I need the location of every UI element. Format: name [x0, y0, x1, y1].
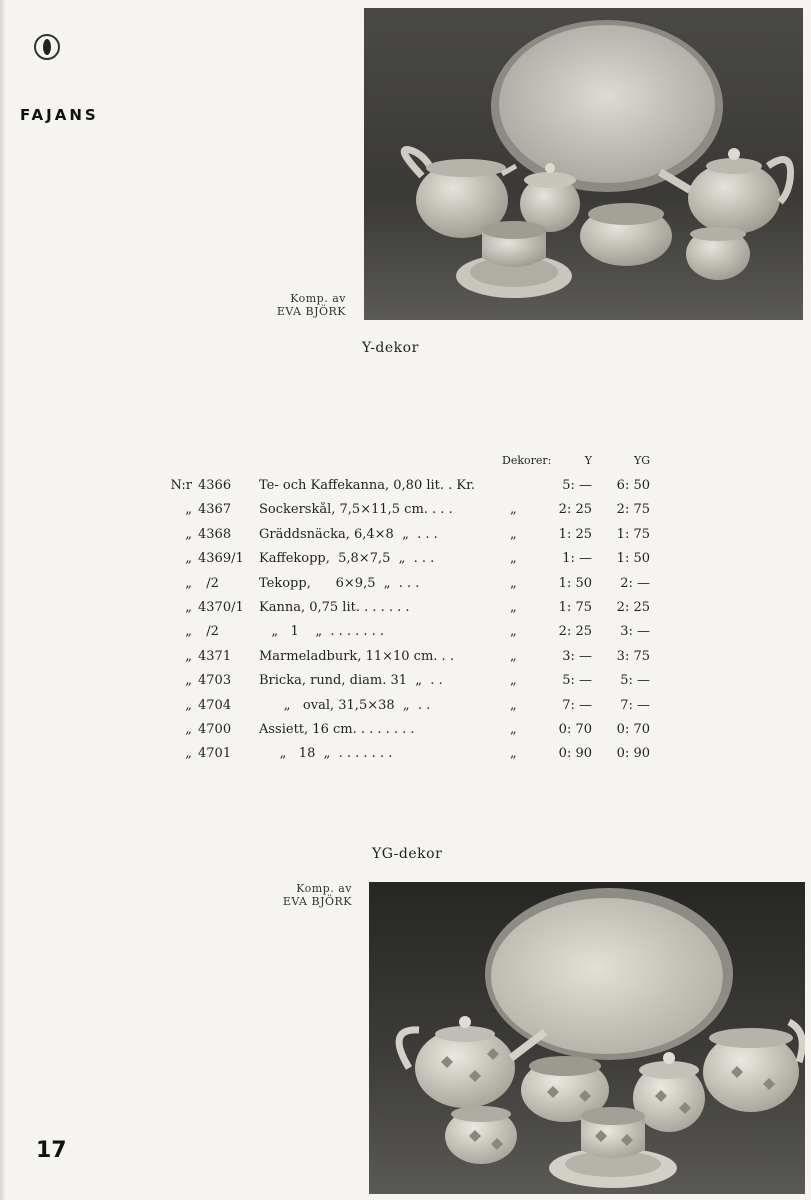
article-number: 4367 — [198, 502, 232, 518]
article-number: 4371 — [198, 648, 232, 664]
credit-line-1: Komp. av — [296, 882, 352, 895]
price-y: 1: — — [562, 551, 592, 567]
article-number: 4368 — [198, 526, 232, 542]
price-y: 1: 75 — [558, 599, 592, 615]
ditto-mark: „ — [510, 624, 517, 640]
row-prefix: „ — [185, 526, 192, 542]
ditto-mark: „ — [510, 551, 517, 567]
table-row — [148, 576, 668, 600]
decor-header-label: Dekorer: — [502, 454, 552, 467]
table-row — [148, 600, 668, 624]
credit-line-2: EVA BJÖRK — [276, 305, 346, 318]
article-number: 4369/1 — [198, 551, 244, 567]
price-y: 1: 50 — [558, 575, 592, 591]
article-number: 4704 — [198, 697, 232, 713]
article-description: „ oval, 31,5×38 „ . . — [259, 697, 431, 713]
price-list — [148, 454, 668, 771]
article-number: /2 — [198, 624, 219, 640]
tea-set-illustration — [369, 882, 805, 1194]
photo-credit-bottom — [230, 882, 352, 908]
price-list-header — [148, 454, 668, 478]
price-y: 5: — — [562, 673, 592, 689]
binder-hole-icon — [34, 34, 60, 60]
price-yg: 5: — — [620, 673, 650, 689]
price-yg: 1: 75 — [616, 526, 650, 542]
product-photo-yg-dekor — [369, 882, 805, 1194]
price-yg: 2: 25 — [616, 599, 650, 615]
ditto-mark: „ — [510, 526, 517, 542]
article-description: „ 1 „ . . . . . . . — [259, 624, 385, 640]
row-prefix: „ — [185, 575, 192, 591]
price-y: 2: 25 — [558, 502, 592, 518]
price-y: 7: — — [562, 697, 592, 713]
article-number: 4366 — [198, 478, 232, 493]
price-yg: 2: — — [620, 575, 650, 591]
row-prefix: „ — [185, 673, 192, 689]
article-description: Bricka, rund, diam. 31 „ . . — [259, 673, 443, 689]
row-prefix: „ — [185, 648, 192, 664]
price-y: 0: 70 — [558, 721, 592, 737]
article-description: Sockerskål, 7,5×11,5 cm. . . . — [259, 502, 453, 518]
tea-set-illustration — [364, 8, 803, 320]
price-yg: 2: 75 — [616, 502, 650, 518]
table-row — [148, 673, 668, 697]
price-y: 1: 25 — [558, 526, 592, 542]
price-yg: 3: — — [620, 624, 650, 640]
photo-credit-top — [230, 292, 346, 318]
ditto-mark: „ — [510, 648, 517, 664]
ditto-mark: „ — [510, 502, 517, 518]
row-prefix: „ — [185, 721, 192, 737]
table-row — [148, 649, 668, 673]
price-yg: 3: 75 — [616, 648, 650, 664]
table-row — [148, 722, 668, 746]
row-prefix: „ — [185, 599, 192, 615]
row-prefix: „ — [185, 697, 192, 713]
price-yg: 7: — — [620, 697, 650, 713]
ditto-mark: „ — [510, 575, 517, 591]
ditto-mark: „ — [510, 746, 517, 762]
price-y: 3: — — [562, 648, 592, 664]
decor-label-y: Y-dekor — [362, 340, 419, 356]
article-description: Marmeladburk, 11×10 cm. . . — [259, 648, 454, 664]
row-prefix: N:r — [170, 478, 192, 493]
row-prefix: „ — [185, 746, 192, 762]
product-photo-y-dekor — [364, 8, 803, 320]
table-row — [148, 551, 668, 575]
article-description: Assiett, 16 cm. . . . . . . . — [259, 721, 415, 737]
article-description: „ 18 „ . . . . . . . — [259, 746, 393, 762]
section-title: FAJANS — [20, 106, 99, 124]
row-prefix: „ — [185, 624, 192, 640]
article-number: /2 — [198, 575, 219, 591]
article-description: Te- och Kaffekanna, 0,80 lit. . Kr. — [259, 478, 476, 493]
price-y: 0: 90 — [558, 746, 592, 762]
table-row — [148, 624, 668, 648]
article-number: 4700 — [198, 721, 232, 737]
article-description: Kanna, 0,75 lit. . . . . . . — [259, 599, 410, 615]
price-y: 5: — — [562, 478, 592, 493]
price-yg: 6: 50 — [616, 478, 650, 493]
table-row — [148, 698, 668, 722]
row-prefix: „ — [185, 502, 192, 518]
ditto-mark: „ — [510, 721, 517, 737]
page-number: 17 — [36, 1138, 67, 1163]
ditto-mark: „ — [510, 599, 517, 615]
table-row — [148, 527, 668, 551]
price-y: 2: 25 — [558, 624, 592, 640]
article-description: Gräddsnäcka, 6,4×8 „ . . . — [259, 526, 438, 542]
credit-line-1: Komp. av — [290, 292, 346, 305]
column-header-yg: YG — [633, 454, 650, 467]
price-yg: 0: 90 — [616, 746, 650, 762]
column-header-y: Y — [584, 454, 592, 467]
row-prefix: „ — [185, 551, 192, 567]
table-row — [148, 478, 668, 502]
price-yg: 1: 50 — [616, 551, 650, 567]
article-number: 4701 — [198, 746, 232, 762]
article-description: Tekopp, 6×9,5 „ . . . — [259, 575, 420, 591]
table-row — [148, 746, 668, 770]
article-number: 4370/1 — [198, 599, 244, 615]
ditto-mark: „ — [510, 697, 517, 713]
credit-line-2: EVA BJÖRK — [282, 895, 352, 908]
decor-label-yg: YG-dekor — [372, 846, 443, 862]
price-yg: 0: 70 — [616, 721, 650, 737]
article-number: 4703 — [198, 673, 232, 689]
ditto-mark: „ — [510, 673, 517, 689]
page-spine — [0, 0, 6, 1200]
article-description: Kaffekopp, 5,8×7,5 „ . . . — [259, 551, 435, 567]
table-row — [148, 502, 668, 526]
price-rows — [148, 478, 668, 771]
